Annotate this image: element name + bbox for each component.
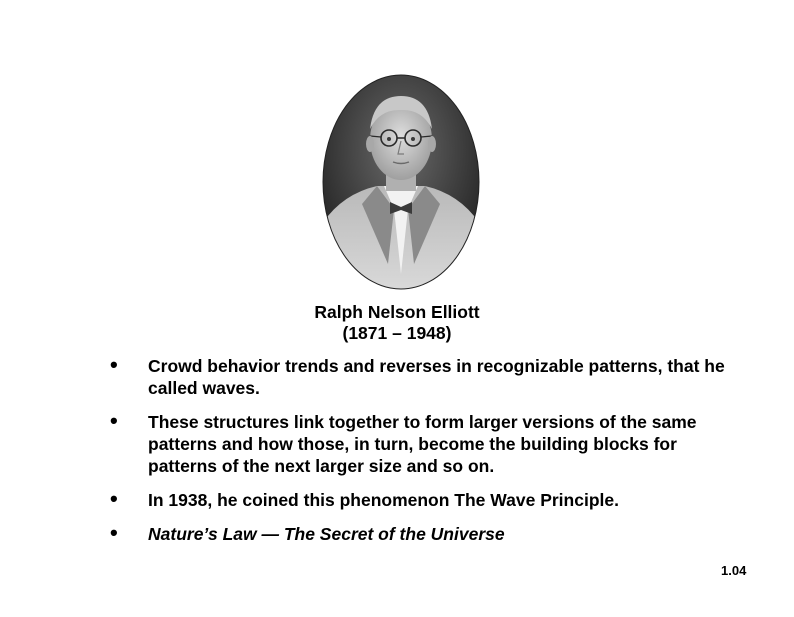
list-item	[110, 408, 730, 477]
slide-number: 1.04	[721, 563, 747, 578]
bullet-text: Nature’s Law — The Secret of the Universe	[148, 524, 505, 544]
portrait-photo-svg	[322, 74, 480, 290]
list-item	[110, 352, 730, 399]
bullet-text: Crowd behavior trends and reverses in recognizable patterns, that he called waves.	[148, 356, 725, 398]
portrait-dates: (1871 – 1948)	[342, 323, 452, 343]
bullet-text: In 1938, he coined this phenomenon The Wave Principle.	[148, 490, 619, 510]
bullet-icon: •	[110, 352, 118, 377]
list-item	[110, 520, 730, 545]
portrait-photo	[322, 74, 480, 290]
bullet-icon: •	[110, 486, 118, 511]
bullet-icon: •	[110, 408, 118, 433]
bullet-text: These structures link together to form larger versions of the same patterns and how those, in turn, become the building blocks for patterns of the next larger size and so on.	[148, 412, 697, 476]
bullet-icon: •	[110, 520, 118, 545]
portrait-name: Ralph Nelson Elliott	[314, 302, 480, 322]
bullet-list	[110, 352, 730, 557]
list-item	[110, 486, 730, 511]
